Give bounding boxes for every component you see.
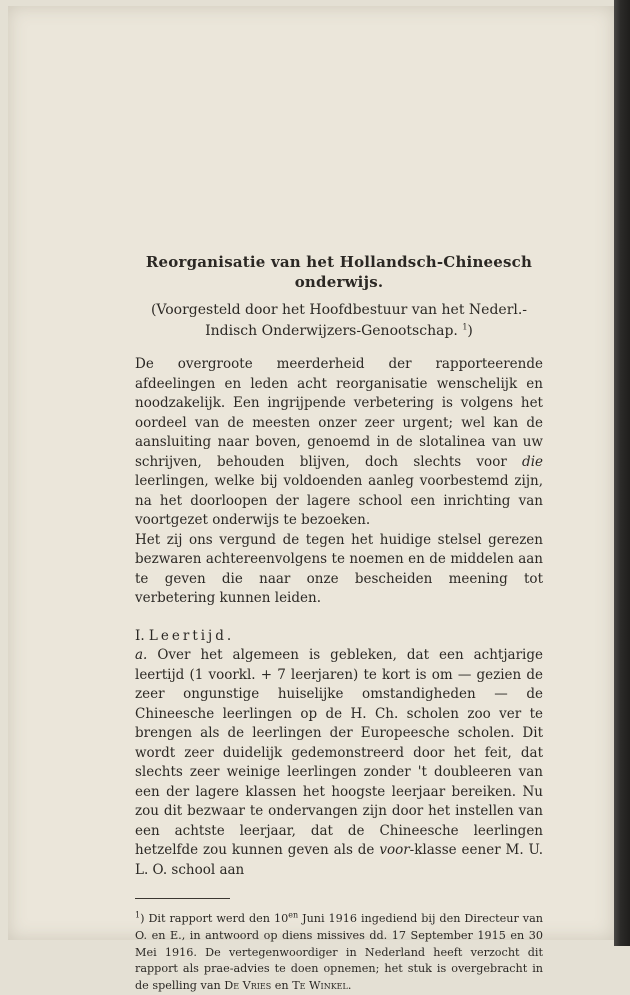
scan-edge xyxy=(614,0,630,946)
paragraph-intro: De overgroote meerderheid der rapporteerende afdeelingen en leden acht reorganisatie wenschelijk en noodzakelijk. Een ingrijpende verbetering is volgens het oordeel van de meesten onzer zeer urgent; wel kan de aansluiting naar boven, genoemd in de slotalinea van uw schrijven, behouden blijven, doch slechts voor die leerlingen, welke bij voldoenden aanleg voorbestemd zijn, na het doorloopen der lagere school een inrichting van voortgezet onderwijs te bezoeken. xyxy=(135,356,543,528)
footnote-divider xyxy=(135,898,230,899)
book-page xyxy=(8,6,614,993)
bleed-through-text xyxy=(143,86,543,143)
page-content xyxy=(135,252,543,995)
footnote: $^1$) Dit rapport werd den $10^{en}$ Juni 1916 ingediend bij den Directeur van O. en E., in antwoord op diens missives dd. 17 September 1915 en 30 Mei 1916. De vertegenwoordiger in Nederland heeft verzocht dit rapport als prae-advies te doen opnemen; het stuk is overgebracht in de spelling van De Vries en Te Winkel. xyxy=(135,910,544,993)
article-subtitle: (Voorgesteld door het Hoofdbestuur van het Nederl.-Indisch Onderwijzers-Genootschap. $^1$) xyxy=(150,302,528,339)
paragraph-second: Het zij ons vergund de tegen het huidige stelsel gerezen bezwaren achtereenvolgens te noemen en de middelen aan te geven die naar onze bescheiden meening tot verbetering kunnen leiden. xyxy=(135,531,543,606)
paragraph-section-a: a. Over het algemeen is gebleken, dat een achtjarige leertijd (1 voorkl. + 7 leerjaren) te kort is om — gezien de zeer ongunstige huiselijke omstandigheden — de Chineesche leerlingen op de H. Ch. scholen zoo ver te brengen als de leerlingen der Europeesche scholen. Dit wordt zeer duidelijk gedemonstreerd door het feit, dat slechts zeer weinige leerlingen zonder 't doubleeren van een der lagere klassen het hoogste leerjaar bereiken. Nu zou dit bezwaar te ondervangen zijn door het instellen van een achtste leerjaar, dat de Chineesche leerlingen hetzelfde zou kunnen geven als de voor-klasse eener M. U. L. O. school aan xyxy=(135,647,543,878)
article-title: Reorganisatie van het Hollandsch-Chineesch onderwijs. xyxy=(145,253,533,291)
section-heading: I. Leertijd. xyxy=(135,627,235,644)
